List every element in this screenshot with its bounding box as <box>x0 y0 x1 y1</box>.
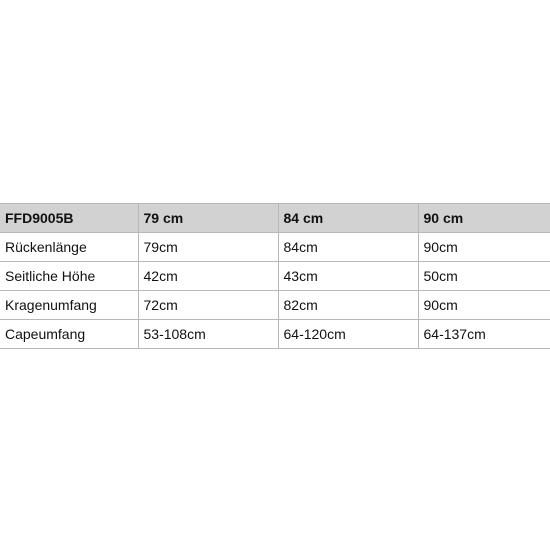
table-cell: 42cm <box>138 262 278 291</box>
table-cell: 53-108cm <box>138 320 278 349</box>
table-row <box>0 233 550 262</box>
table-cell: 64-120cm <box>278 320 418 349</box>
header-cell-size: 79 cm <box>138 204 278 233</box>
header-cell-size: 84 cm <box>278 204 418 233</box>
table-row <box>0 262 550 291</box>
table-cell: 90cm <box>418 233 550 262</box>
table-cell: 90cm <box>418 291 550 320</box>
header-cell-size: 90 cm <box>418 204 550 233</box>
row-label: Capeumfang <box>0 320 138 349</box>
table-row <box>0 291 550 320</box>
table-cell: 64-137cm <box>418 320 550 349</box>
table-cell: 84cm <box>278 233 418 262</box>
row-label: Seitliche Höhe <box>0 262 138 291</box>
row-label: Kragenumfang <box>0 291 138 320</box>
table-cell: 50cm <box>418 262 550 291</box>
header-cell-model: FFD9005B <box>0 204 138 233</box>
table-row <box>0 320 550 349</box>
row-label: Rückenlänge <box>0 233 138 262</box>
table-header-row <box>0 204 550 233</box>
table-cell: 72cm <box>138 291 278 320</box>
table-cell: 43cm <box>278 262 418 291</box>
table-cell: 82cm <box>278 291 418 320</box>
table-cell: 79cm <box>138 233 278 262</box>
size-table <box>0 203 550 349</box>
